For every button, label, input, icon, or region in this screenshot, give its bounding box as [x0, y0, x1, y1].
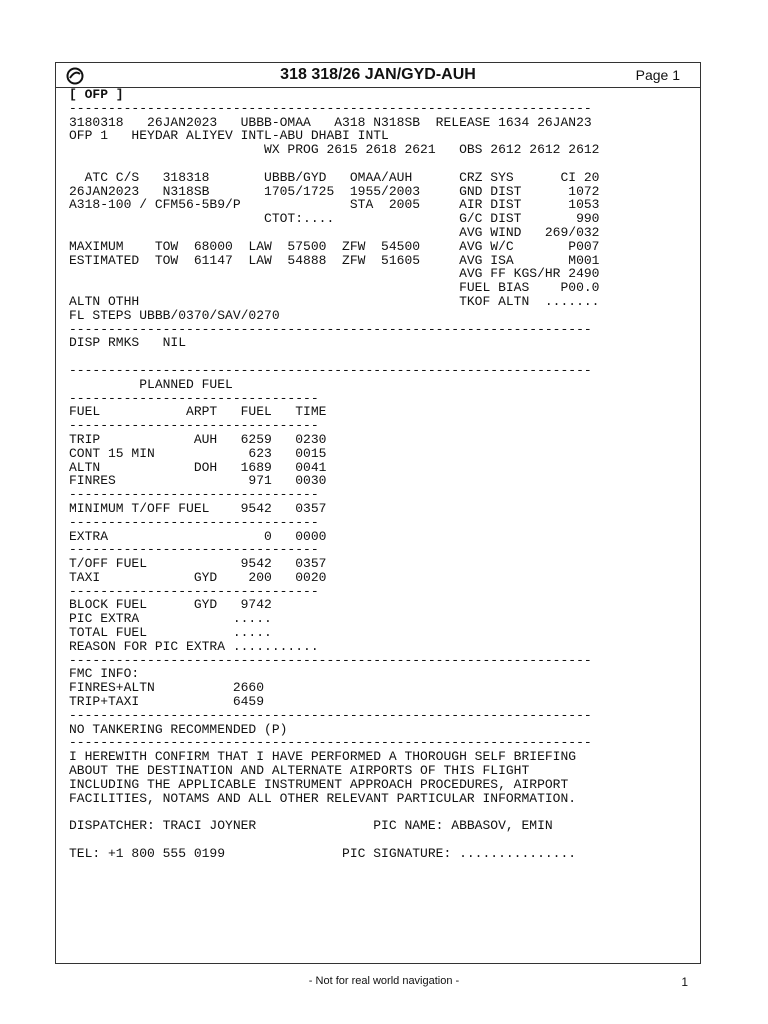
ofp-line: FUEL BIAS P00.0 [69, 280, 600, 296]
ofp-line: FMC INFO: [69, 666, 140, 682]
ofp-line [69, 805, 600, 819]
ofp-line: TOTAL FUEL ..... [69, 625, 272, 641]
ofp-line: FACILITIES, NOTAMS AND ALL OTHER RELEVANT PARTICULAR INFORMATION. [69, 790, 577, 806]
ofp-line: ATC C/S 318318 UBBB/GYD OMAA/AUH CRZ SYS CI 20 [69, 169, 600, 185]
ofp-line: EXTRA 0 0000 [69, 528, 327, 544]
ofp-line: CTOT:.... G/C DIST 990 [69, 211, 600, 227]
ofp-line: BLOCK FUEL GYD 9742 [69, 597, 272, 613]
ofp-line: TAXI GYD 200 0020 [69, 569, 327, 585]
ofp-line: FINRES+ALTN 2660 [69, 680, 265, 696]
ofp-line: I HEREWITH CONFIRM THAT I HAVE PERFORMED A THOROUGH SELF BRIEFING [69, 749, 577, 765]
document-header [56, 63, 700, 88]
flight-title: 318 318/26 JAN/GYD-AUH [280, 66, 476, 83]
ofp-line: ------------------------------------------------------------------- [69, 100, 592, 116]
ofp-line: MAXIMUM TOW 68000 LAW 57500 ZFW 54500 AVG W/C P007 [69, 238, 600, 254]
ofp-line: FUEL ARPT FUEL TIME [69, 404, 327, 420]
ofp-text-body [69, 88, 600, 861]
ofp-line: ALTN OTHH TKOF ALTN ....... [69, 293, 600, 309]
ofp-line [69, 157, 600, 171]
ofp-document [55, 62, 701, 964]
ofp-line: ------------------------------------------------------------------- [69, 735, 592, 751]
ofp-line: 3180318 26JAN2023 UBBB-OMAA A318 N318SB RELEASE 1634 26JAN23 [69, 114, 592, 130]
ofp-line: ESTIMATED TOW 61147 LAW 54888 ZFW 51605 AVG ISA M001 [69, 252, 600, 268]
ofp-line: ------------------------------------------------------------------- [69, 707, 592, 723]
ofp-line: FINRES 971 0030 [69, 473, 327, 489]
ofp-line: MINIMUM T/OFF FUEL 9542 0357 [69, 500, 327, 516]
ofp-line: AVG WIND 269/032 [69, 224, 600, 240]
ofp-line: FL STEPS UBBB/0370/SAV/0270 [69, 307, 280, 323]
ofp-line: WX PROG 2615 2618 2621 OBS 2612 2612 2612 [69, 142, 600, 158]
ofp-line: 26JAN2023 N318SB 1705/1725 1955/2003 GND DIST 1072 [69, 183, 600, 199]
ofp-line: T/OFF FUEL 9542 0357 [69, 556, 327, 572]
ofp-line: -------------------------------- [69, 390, 319, 406]
ofp-line: -------------------------------- [69, 542, 319, 558]
ofp-line: ------------------------------------------------------------------- [69, 652, 592, 668]
ofp-line: PLANNED FUEL [69, 376, 233, 392]
ofp-line: NO TANKERING RECOMMENDED (P) [69, 721, 288, 737]
ofp-line: DISP RMKS NIL [69, 335, 187, 351]
ofp-line: INCLUDING THE APPLICABLE INSTRUMENT APPROACH PROCEDURES, AIRPORT [69, 776, 569, 792]
ofp-line: AVG FF KGS/HR 2490 [69, 266, 600, 282]
ofp-line: -------------------------------- [69, 418, 319, 434]
page-label: Page 1 [635, 67, 680, 83]
ofp-line: ------------------------------------------------------------------- [69, 362, 592, 378]
ofp-line: -------------------------------- [69, 487, 319, 503]
ofp-line: OFP 1 HEYDAR ALIYEV INTL-ABU DHABI INTL [69, 128, 389, 144]
ofp-line: DISPATCHER: TRACI JOYNER PIC NAME: ABBASOV, EMIN [69, 818, 553, 834]
ofp-line [69, 350, 600, 364]
ofp-line: ------------------------------------------------------------------- [69, 321, 592, 337]
ofp-line: CONT 15 MIN 623 0015 [69, 445, 327, 461]
ofp-line: TRIP+TAXI 6459 [69, 694, 265, 710]
ofp-line: ALTN DOH 1689 0041 [69, 459, 327, 475]
ofp-line [69, 833, 600, 847]
ofp-line: TEL: +1 800 555 0199 PIC SIGNATURE: ............... [69, 845, 577, 861]
ofp-line: A318-100 / CFM56-5B9/P STA 2005 AIR DIST 1053 [69, 197, 600, 213]
ofp-line: TRIP AUH 6259 0230 [69, 431, 327, 447]
ofp-line: [ OFP ] [69, 87, 124, 102]
ofp-line: ABOUT THE DESTINATION AND ALTERNATE AIRPORTS OF THIS FLIGHT [69, 763, 530, 779]
ofp-line: -------------------------------- [69, 514, 319, 530]
footer-disclaimer: - Not for real world navigation - [308, 975, 460, 987]
footer-page-number: 1 [681, 975, 688, 989]
ofp-line: PIC EXTRA ..... [69, 611, 272, 627]
ofp-line: REASON FOR PIC EXTRA ........... [69, 638, 319, 654]
ofp-line: -------------------------------- [69, 583, 319, 599]
